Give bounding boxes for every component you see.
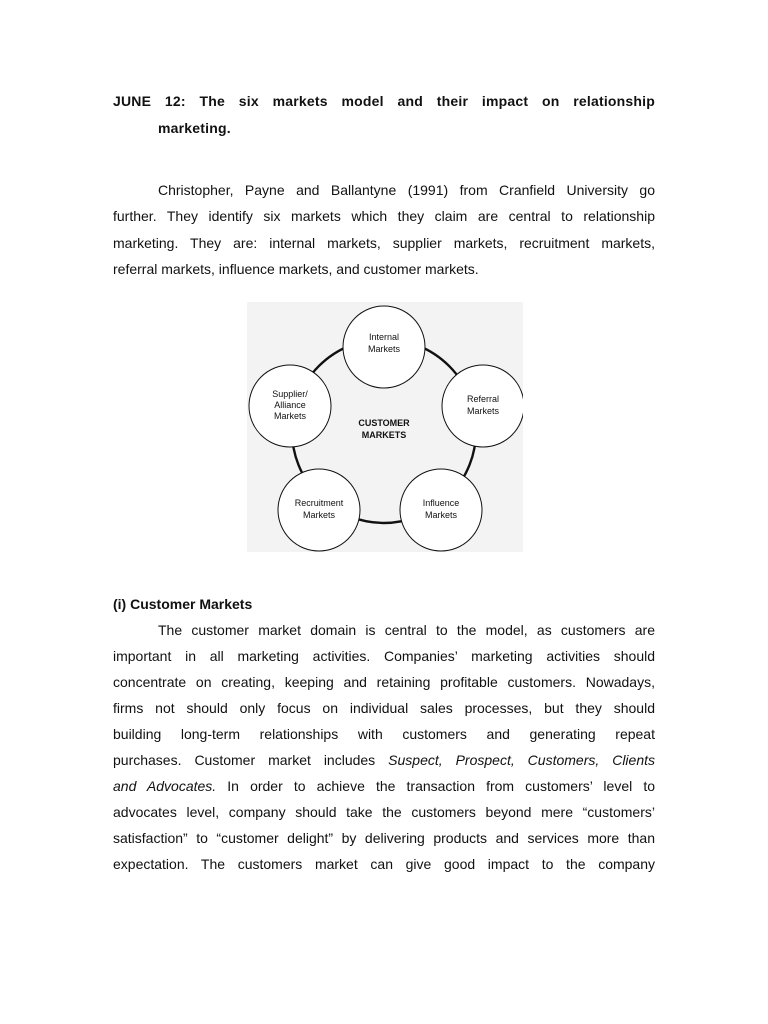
section-line-7-italic: and Advocates. bbox=[113, 778, 217, 794]
intro-line-3: marketing. They are: internal markets, supplier markets, recruitment markets, bbox=[113, 235, 655, 251]
center-label-line-2: MARKETS bbox=[361, 430, 407, 440]
node-internal-label-2: Markets bbox=[367, 344, 401, 354]
section-line-6-text: purchases. Customer market includes bbox=[113, 752, 389, 768]
node-recruitment-markets bbox=[278, 469, 360, 551]
node-supplier-label-1: Supplier/ bbox=[272, 389, 308, 399]
section-line-3: concentrate on creating, keeping and retaining profitable customers. Nowadays, bbox=[113, 674, 655, 690]
node-influence-markets bbox=[400, 469, 482, 551]
node-supplier-alliance-markets bbox=[249, 365, 331, 447]
intro-line-1: Christopher, Payne and Ballantyne (1991) from Cranfield University go bbox=[158, 182, 655, 198]
node-influence-label-1: Influence bbox=[422, 498, 460, 508]
node-recruitment-label-2: Markets bbox=[302, 510, 336, 520]
section-line-6-italic: Suspect, Prospect, Customers, Clients bbox=[388, 752, 656, 768]
section-line-4: firms not should only focus on individual sales processes, but they should bbox=[113, 700, 655, 716]
section-line-10: expectation. The customers market can give good impact to the company bbox=[113, 856, 655, 872]
node-referral-label-1: Referral bbox=[466, 394, 500, 404]
section-line-8: advocates level, company should take the customers beyond mere “customers’ bbox=[113, 804, 655, 820]
intro-line-4: referral markets, influence markets, and customer markets. bbox=[113, 261, 479, 277]
document-title-line-1: JUNE 12: The six markets model and their impact on relationship bbox=[113, 93, 655, 109]
node-recruitment-label-1: Recruitment bbox=[294, 498, 344, 508]
document-title-line-2: marketing. bbox=[158, 120, 231, 136]
node-referral-markets bbox=[442, 365, 523, 447]
section-line-5: building long-term relationships with customers and generating repeat bbox=[113, 726, 655, 742]
node-internal-label-1: Internal bbox=[368, 332, 400, 342]
six-markets-diagram bbox=[247, 302, 523, 552]
section-line-6 bbox=[113, 747, 655, 773]
section-line-9: satisfaction” to “customer delight” by delivering products and services more than bbox=[113, 830, 655, 846]
section-heading-customer-markets: (i) Customer Markets bbox=[113, 596, 253, 612]
section-line-7 bbox=[113, 773, 655, 799]
node-internal-markets bbox=[343, 306, 425, 388]
intro-line-2: further. They identify six markets which they claim are central to relationship bbox=[113, 208, 655, 224]
section-line-2: important in all marketing activities. Companies’ marketing activities should bbox=[113, 648, 655, 664]
center-label-line-1: CUSTOMER bbox=[358, 418, 410, 428]
node-referral-label-2: Markets bbox=[466, 406, 500, 416]
node-supplier-label-2: Alliance bbox=[274, 400, 306, 410]
node-influence-label-2: Markets bbox=[424, 510, 458, 520]
section-line-7-text: In order to achieve the transaction from customers’ level to bbox=[216, 778, 655, 794]
node-supplier-label-3: Markets bbox=[273, 411, 307, 421]
six-markets-diagram-svg bbox=[247, 302, 523, 552]
section-line-1: The customer market domain is central to the model, as customers are bbox=[158, 622, 655, 638]
